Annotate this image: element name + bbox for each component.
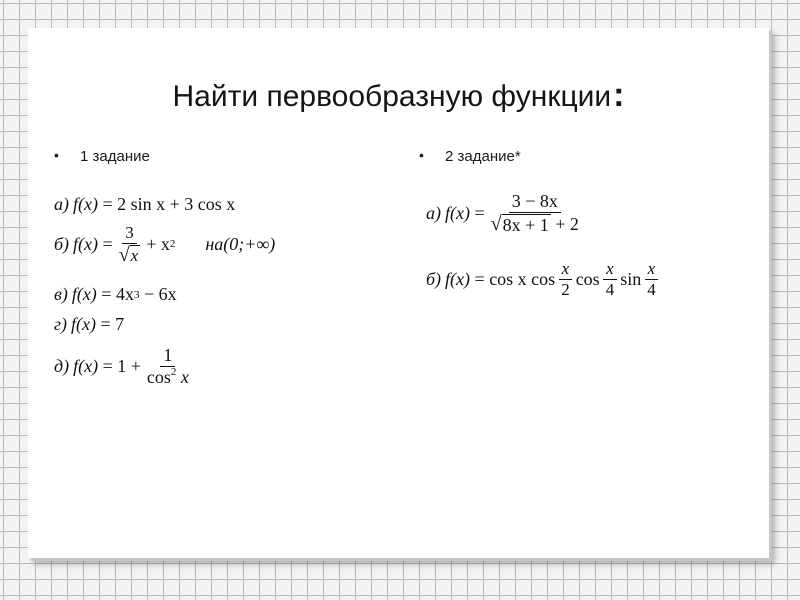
fraction-denominator (488, 213, 582, 235)
fraction-numerator: x (603, 260, 617, 280)
radicand: x (130, 245, 139, 265)
fraction (488, 192, 582, 235)
fraction-numerator: x (645, 260, 659, 280)
eq-fx: f(x) (73, 233, 99, 254)
fraction-denominator: 2 (561, 279, 570, 299)
task1-label: 1 задание (80, 148, 150, 165)
task1-bullet (54, 147, 150, 165)
title-colon: : (613, 76, 625, 114)
fraction-numerator: 1 (160, 346, 175, 367)
den-fn: cos (146, 366, 171, 387)
eq-term: sin (620, 268, 642, 289)
task1-eq-d (54, 346, 195, 387)
fraction-denominator (144, 367, 192, 387)
fraction-numerator: x (559, 260, 573, 280)
eq-label: г) (54, 314, 68, 334)
task2-bullet (419, 147, 521, 165)
eq-fx: f(x) (73, 194, 98, 214)
radicand: 8x + 1 (502, 214, 549, 235)
eq-sign: = (102, 233, 113, 254)
fraction-numerator: 3 (122, 224, 137, 244)
eq-label: д) (54, 355, 70, 376)
task1-eq-v: в) f(x) = 4x 3 − 6x (54, 284, 177, 304)
task1-eq-a (54, 194, 235, 215)
fraction-denominator: 4 (647, 279, 656, 299)
radical-icon: √ (490, 212, 502, 235)
bullet-icon: • (54, 147, 59, 163)
eq-term: 1 + (117, 355, 141, 376)
eq-rhs: 7 (115, 314, 125, 334)
eq-label: а) (54, 194, 69, 214)
bullet-icon: • (419, 147, 424, 163)
title-text: Найти первообразную функции (172, 80, 612, 113)
den-tail: + 2 (555, 213, 579, 234)
fraction-denominator (116, 244, 144, 265)
eq-sign: = (474, 268, 485, 289)
eq-term: cos (575, 268, 600, 289)
eq-sign: = (100, 314, 111, 334)
sqrt (491, 214, 551, 235)
eq-label: б) (426, 268, 442, 289)
fraction (144, 346, 192, 387)
eq-sign: = (102, 194, 113, 214)
eq-sign: = (474, 202, 485, 223)
eq-sign: = (102, 355, 113, 376)
eq-label: б) (54, 233, 70, 254)
sqrt (119, 245, 141, 265)
eq-term: 4x (115, 284, 134, 304)
eq-label: в) (54, 284, 68, 304)
task2-eq-a (426, 192, 585, 235)
eq-fx: f(x) (445, 268, 471, 289)
eq-fx: f(x) (445, 202, 470, 223)
slide (28, 28, 769, 558)
den-var: x (180, 366, 189, 387)
task1-eq-b: б) f(x) = 3 √ x + x 2 на(0;+∞) (54, 223, 276, 266)
radical-icon: √ (118, 243, 130, 266)
fraction (644, 260, 659, 299)
eq-fx: f(x) (71, 284, 97, 304)
task1-eq-g (54, 314, 124, 335)
eq-fx: f(x) (73, 355, 99, 376)
eq-term: − 6x (143, 284, 177, 304)
fraction (558, 260, 573, 299)
eq-term: cos x cos (489, 268, 556, 289)
task2-eq-b (426, 260, 662, 299)
eq-fx: f(x) (71, 314, 97, 334)
fraction (116, 224, 144, 265)
eq-rhs: 2 sin x + 3 cos x (117, 194, 236, 214)
task2-label: 2 задание* (445, 148, 521, 165)
eq-label: а) (426, 202, 441, 223)
page-title (28, 76, 769, 115)
fraction-denominator: 4 (605, 279, 615, 299)
domain-note: на(0;+∞) (205, 233, 276, 254)
fraction (603, 260, 618, 299)
fraction-numerator: 3 − 8x (509, 192, 561, 213)
eq-term: + x (146, 233, 170, 254)
eq-sign: = (101, 284, 112, 304)
exponent: 2 (170, 365, 177, 378)
